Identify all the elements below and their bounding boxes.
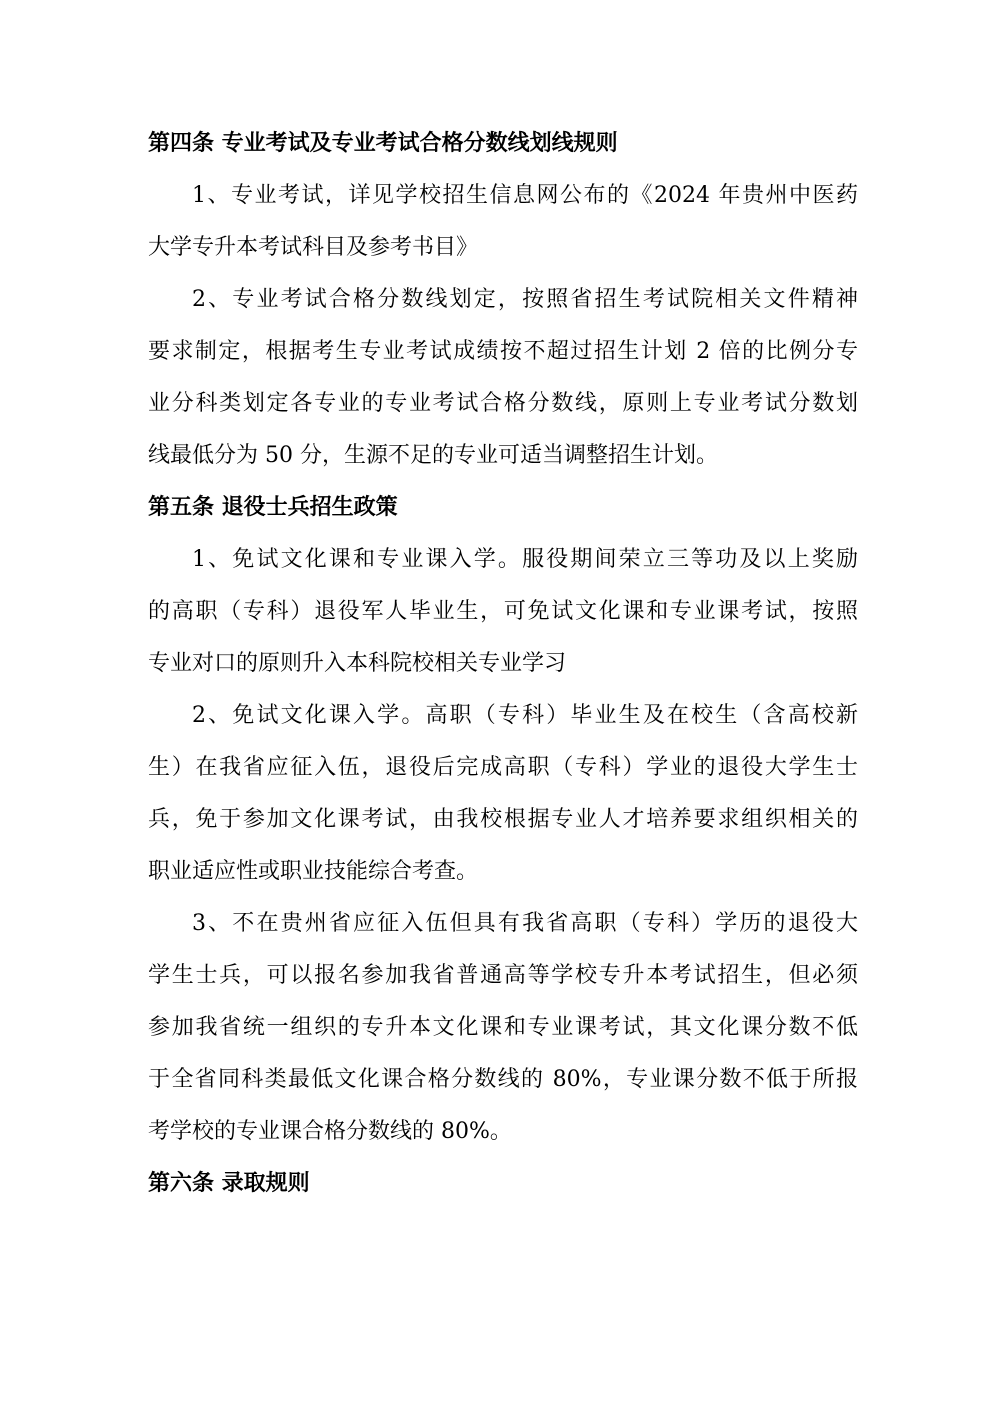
document-page: [148, 118, 858, 1210]
paragraph-line: 于全省同科类最低文化课合格分数线的 80%，专业课分数不低于所报: [148, 1067, 858, 1092]
section-heading-4: 第四条 专业考试及专业考试合格分数线划线规则: [148, 131, 618, 156]
paragraph: [148, 898, 858, 1158]
paragraph-line: 3、不在贵州省应征入伍但具有我省高职（专科）学历的退役大: [192, 911, 858, 936]
paragraph-line: 1、免试文化课和专业课入学。服役期间荣立三等功及以上奖励: [192, 547, 858, 572]
paragraph-line: 参加我省统一组织的专升本文化课和专业课考试，其文化课分数不低: [148, 1015, 858, 1040]
paragraph-line: 1、专业考试，详见学校招生信息网公布的《2024 年贵州中医药: [192, 183, 858, 208]
paragraph-line: 兵，免于参加文化课考试，由我校根据专业人才培养要求组织相关的: [148, 807, 858, 832]
paragraph: [148, 274, 858, 482]
paragraph-line: 大学专升本考试科目及参考书目》: [148, 235, 479, 260]
paragraph-line: 业分科类划定各专业的专业考试合格分数线，原则上专业考试分数划: [148, 391, 858, 416]
paragraph-line: 学生士兵，可以报名参加我省普通高等学校专升本考试招生，但必须: [148, 963, 858, 988]
paragraph-line: 专业对口的原则升入本科院校相关专业学习: [148, 651, 567, 676]
paragraph: [148, 170, 858, 274]
section-heading-5: 第五条 退役士兵招生政策: [148, 495, 398, 520]
paragraph-line: 的高职（专科）退役军人毕业生，可免试文化课和专业课考试，按照: [148, 599, 858, 624]
paragraph-line: 线最低分为 50 分，生源不足的专业可适当调整招生计划。: [148, 443, 718, 468]
paragraph-line: 考学校的专业课合格分数线的 80%。: [148, 1119, 512, 1144]
paragraph: [148, 690, 858, 898]
paragraph-line: 生）在我省应征入伍，退役后完成高职（专科）学业的退役大学生士: [148, 755, 858, 780]
paragraph-line: 要求制定，根据考生专业考试成绩按不超过招生计划 2 倍的比例分专: [148, 339, 858, 364]
section-heading-6: 第六条 录取规则: [148, 1171, 310, 1196]
paragraph-line: 职业适应性或职业技能综合考查。: [148, 859, 479, 884]
paragraph-line: 2、专业考试合格分数线划定，按照省招生考试院相关文件精神: [192, 287, 858, 312]
paragraph: [148, 534, 858, 690]
paragraph-line: 2、免试文化课入学。高职（专科）毕业生及在校生（含高校新: [192, 703, 858, 728]
